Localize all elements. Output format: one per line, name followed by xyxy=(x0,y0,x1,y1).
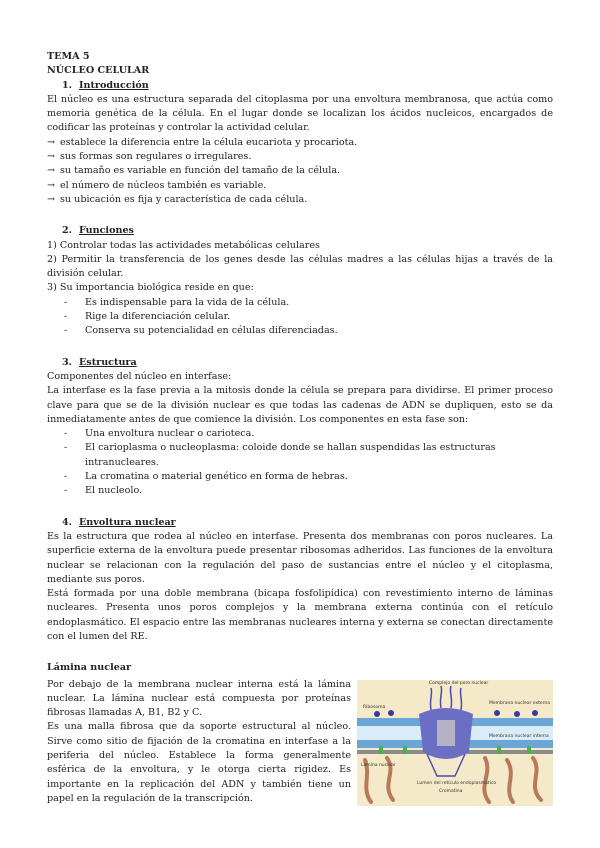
intro-arrow-list xyxy=(47,136,553,207)
arrow-icon: → xyxy=(47,136,56,148)
dash-bullet: - xyxy=(64,485,68,497)
nuclear-envelope-diagram xyxy=(357,680,553,806)
function-item: 2) Permitir la transferencia de los genes desde las células madres a las células hijas a través de la división celular. xyxy=(47,253,553,280)
dash-bullet: - xyxy=(64,442,68,454)
list-item xyxy=(47,427,553,441)
list-item xyxy=(47,484,553,498)
arrow-icon: → xyxy=(47,151,56,163)
structure-paragraph: La interfase es la fase previa a la mitosis donde la célula se prepara para dividirse. El primer proceso clave para que se de la división nuclear es que todas las cadenas de ADN se dupliquen, esto se da inmediatamente antes de que comience la división. Los componentes en esta fase son: xyxy=(47,385,553,425)
list-item-text: su tamaño es variable en función del tamaño de la célula. xyxy=(60,165,341,177)
list-item-text: La cromatina o material genético en forma de hebras. xyxy=(85,471,348,483)
dash-bullet: - xyxy=(64,311,68,323)
section-title: Estructura xyxy=(79,356,137,368)
list-item xyxy=(47,310,553,324)
lamina-text xyxy=(47,678,351,811)
list-item-text: El carioplasma o nucleoplasma: coloide donde se hallan suspendidas las estructuras intranucleares. xyxy=(85,442,496,468)
pore-channel xyxy=(437,720,455,746)
section-number: 2. xyxy=(61,225,72,237)
envelope-paragraph: Es la estructura que rodea al núcleo en interfase. Presenta dos membranas con poros nucleares. La superficie externa de la envoltura puede presentar ribosomas adheridos. Las funciones de la envoltura nuclear se relacionan con la regulación del paso de sustancias entre el núcleo y el citoplasma, mediante sus poros. xyxy=(47,530,553,585)
lamina-paragraph: Es una malla fibrosa que da soporte estructural al núcleo. Sirve como sitio de fijación de la cromatina en interfase a la periferia del núcleo. Establece la forma generalmente esférica de la envoltura, y le otorga cierta rigidez. Es importante en la replicación del ADN y también tiene un papel en la regulación de la transcripción. xyxy=(47,721,351,804)
list-item-text: el número de núcleos también es variable. xyxy=(60,179,267,191)
list-item-text: su ubicación es fija y característica de cada célula. xyxy=(60,193,308,205)
list-item-text: El nucleolo. xyxy=(85,485,143,497)
list-item-text: Es indispensable para la vida de la célula. xyxy=(85,296,290,308)
list-item-text: Rige la diferenciación celular. xyxy=(85,311,231,323)
section-heading-introduccion xyxy=(47,79,553,93)
document-page xyxy=(47,50,553,811)
list-item xyxy=(47,150,553,164)
list-item xyxy=(47,441,553,470)
label-pore: Complejo del poro nuclear xyxy=(429,680,489,686)
dash-bullet: - xyxy=(64,428,68,440)
section-heading-estructura xyxy=(47,356,553,370)
list-item xyxy=(47,136,553,150)
list-item xyxy=(47,179,553,193)
label-chromatin: Cromatina xyxy=(439,788,463,794)
label-ribosome: Ribosoma xyxy=(363,704,386,710)
label-outer-membrane: Membrana nuclear externa xyxy=(489,700,551,706)
list-item-text: Una envoltura nuclear o carioteca. xyxy=(85,428,255,440)
dash-bullet: - xyxy=(64,325,68,337)
label-inner-membrane: Membrana nuclear interna xyxy=(489,733,549,739)
subsection-title: Lámina nuclear xyxy=(47,662,132,674)
label-lamina: Lámina nuclear xyxy=(361,762,396,768)
intro-paragraph: El núcleo es una estructura separada del citoplasma por una envoltura membranosa, que actúa como memoria genética de la célula. En el lugar donde se localizan los ácidos nucleicos, encargados de codificar las proteínas y controlar la actividad celular. xyxy=(47,93,553,134)
section-title: Funciones xyxy=(79,225,134,237)
function-item: 1) Controlar todas las actividades metabólicas celulares xyxy=(47,239,320,251)
lamina-section xyxy=(47,678,553,811)
list-item xyxy=(47,193,553,207)
dash-bullet: - xyxy=(64,296,68,308)
dash-bullet: - xyxy=(64,471,68,483)
list-item xyxy=(47,470,553,484)
lamina-paragraph: Por debajo de la membrana nuclear interna está la lámina nuclear. La lámina nuclear está compuesta por proteínas fibrosas llamadas A, B1, B2 y C. xyxy=(47,678,351,719)
arrow-icon: → xyxy=(47,179,56,191)
section-heading-funciones xyxy=(47,224,553,238)
label-er-lumen: Lumen del retículo endoplasmático xyxy=(417,780,497,786)
envelope-paragraph: Está formada por una doble membrana (bicapa fosfolipídica) con revestimiento interno de láminas nucleares. Presenta unos poros complejos y la membrana externa continúa con el retículo endoplasmático. El espacio entre las membranas nucleares interna y externa se conectan directamente con el lumen del RE. xyxy=(47,588,553,642)
list-item xyxy=(47,324,553,338)
section-number: 3. xyxy=(61,356,72,368)
section-heading-envoltura xyxy=(47,516,553,530)
nuclear-envelope-figure xyxy=(357,680,553,811)
section-title: Envoltura nuclear xyxy=(79,516,176,528)
list-item-text: sus formas son regulares o irregulares. xyxy=(60,151,252,163)
section-number: 1. xyxy=(61,79,72,91)
arrow-icon: → xyxy=(47,193,56,205)
structure-intro: Componentes del núcleo en interfase: xyxy=(47,370,232,382)
list-item xyxy=(47,296,553,310)
document-title: NÚCLEO CELULAR xyxy=(47,65,150,77)
arrow-icon: → xyxy=(47,165,56,177)
topic-number: TEMA 5 xyxy=(47,51,90,62)
section-number: 4. xyxy=(61,516,72,528)
list-item-text: Conserva su potencialidad en células diferenciadas. xyxy=(85,325,338,337)
section-title: Introducción xyxy=(79,79,149,91)
function-item: 3) Su importancia biológica reside en que: xyxy=(47,282,254,294)
list-item-text: establece la diferencia entre la célula eucariota y procariota. xyxy=(60,136,358,148)
list-item xyxy=(47,164,553,178)
